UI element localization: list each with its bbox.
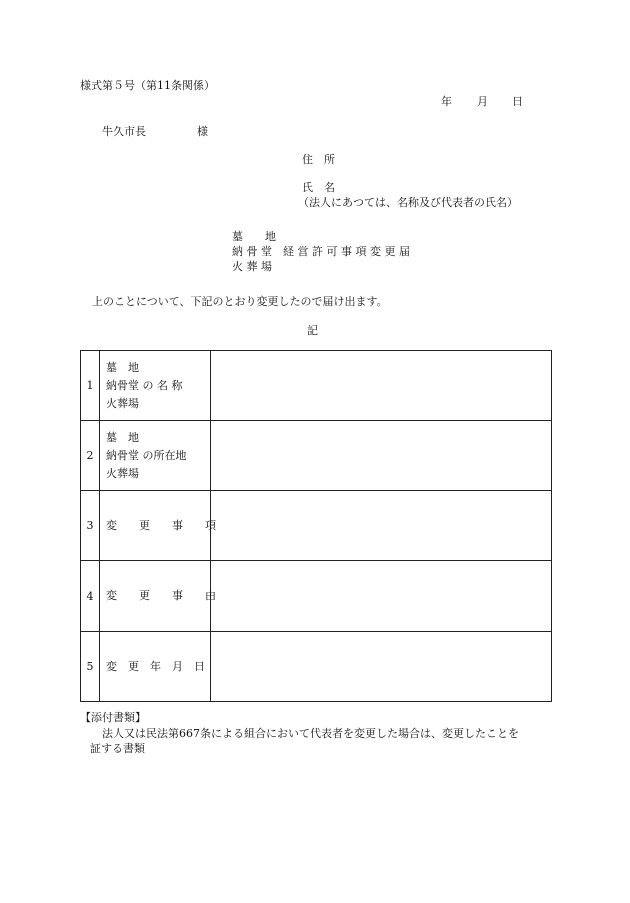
row-number: 5 [81,632,100,702]
date-year: 年 [441,95,452,108]
row-label [100,421,211,491]
details-table [80,350,552,702]
table-row [81,632,552,702]
title-line-2: 納 骨 堂 経 営 許 可 事 項 変 更 届 [232,245,410,258]
addressee-honorific: 様 [197,125,208,138]
row-value-field[interactable] [211,351,552,421]
attachments-line-1: 法人又は民法第667条による組合において代表者を変更した場合は、変更したことを [102,727,519,740]
row-label [100,632,211,702]
label-line: 火葬場 [106,396,139,410]
table-row [81,421,552,491]
row-value-field[interactable] [211,632,552,702]
row-value-field[interactable] [211,561,552,632]
row-value-field[interactable] [211,421,552,491]
row-number: 2 [81,421,100,491]
table-row [81,561,552,632]
ki-heading: 記 [307,324,318,337]
row-number: 1 [81,351,100,421]
label-line: 墓 地 [106,360,139,374]
row-label [100,561,216,632]
label-line: 変 更 年 月 日 [106,659,205,673]
label-line: 納骨堂 の所在地 [106,448,187,462]
label-line: 墓 地 [106,430,139,444]
name-note: （法人にあつては、名称及び代表者の氏名） [298,196,518,209]
row-number: 4 [81,561,100,632]
form-number: 様式第５号（第11条関係） [80,79,215,92]
statement: 上のことについて、下記のとおり変更したので届け出ます。 [92,295,388,308]
row-label [100,351,211,421]
table-row [81,491,552,561]
row-label [100,491,216,561]
addressee-name: 牛久市長 [102,125,146,138]
date-month: 月 [477,95,488,108]
label-line: 納骨堂 の 名 称 [106,378,183,392]
date-day: 日 [512,95,523,108]
attachments-line-2: 証する書類 [90,742,145,755]
address-label: 住 所 [302,153,335,166]
label-line: 変 更 事 由 [106,589,216,602]
title-line-3: 火 葬 場 [232,260,272,273]
row-number: 3 [81,491,100,561]
table-row [81,351,552,421]
name-label: 氏 名 [302,181,335,194]
attachments-heading: 【添付書類】 [80,711,146,724]
label-line: 火葬場 [106,466,139,480]
title-line-1: 墓 地 [232,230,276,243]
label-line: 変 更 事 項 [106,518,216,532]
row-value-field[interactable] [211,491,552,561]
